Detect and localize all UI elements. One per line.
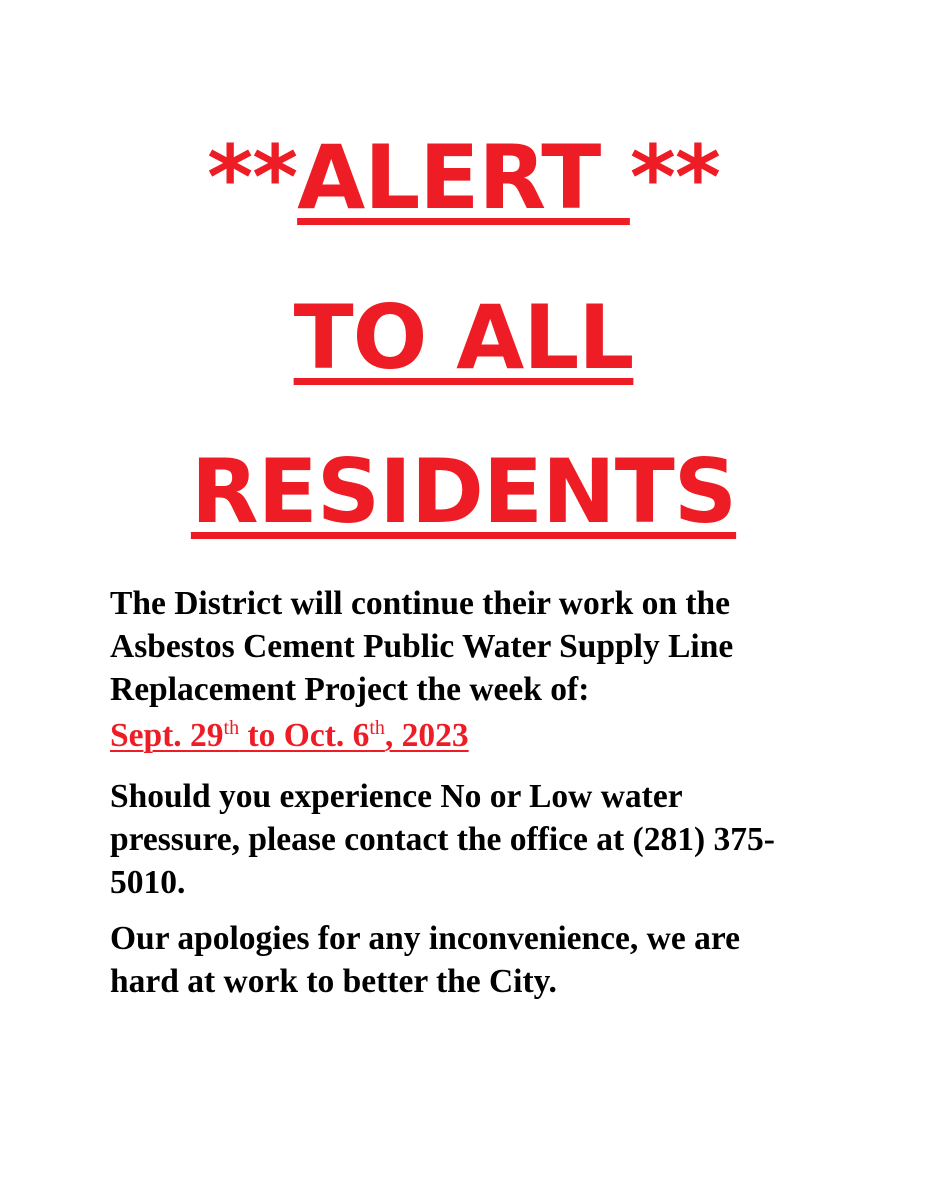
work-dates xyxy=(110,714,810,757)
apology-line: hard at work to better the City. xyxy=(110,963,557,1000)
apology-paragraph xyxy=(110,917,810,1003)
to-all-text: TO ALL xyxy=(293,286,634,389)
contact-line: Should you experience No or Low water xyxy=(110,778,683,815)
apology-line: Our apologies for any inconvenience, we are xyxy=(110,920,740,957)
residents-heading xyxy=(0,442,927,542)
contact-line: pressure, please contact the office at (281) 375- xyxy=(110,821,775,858)
residents-text: RESIDENTS xyxy=(190,440,737,543)
start-date: Sept. 29 xyxy=(110,717,224,754)
contact-paragraph xyxy=(110,775,810,904)
intro-line: Asbestos Cement Public Water Supply Line xyxy=(110,628,734,665)
contact-line: 5010. xyxy=(110,864,186,901)
alert-suffix-asterisks: ** xyxy=(629,126,720,229)
end-date-ordinal: th xyxy=(369,716,385,739)
alert-heading xyxy=(0,128,927,228)
project-intro-paragraph xyxy=(110,582,810,711)
alert-word: ALERT xyxy=(297,126,630,229)
intro-line: Replacement Project the week of: xyxy=(110,671,590,708)
to-all-heading xyxy=(0,288,927,388)
date-year: , 2023 xyxy=(384,717,469,754)
alert-prefix-asterisks: ** xyxy=(207,126,298,229)
start-date-ordinal: th xyxy=(223,716,240,739)
intro-line: The District will continue their work on the xyxy=(110,585,731,622)
end-date: to Oct. 6 xyxy=(239,717,370,754)
